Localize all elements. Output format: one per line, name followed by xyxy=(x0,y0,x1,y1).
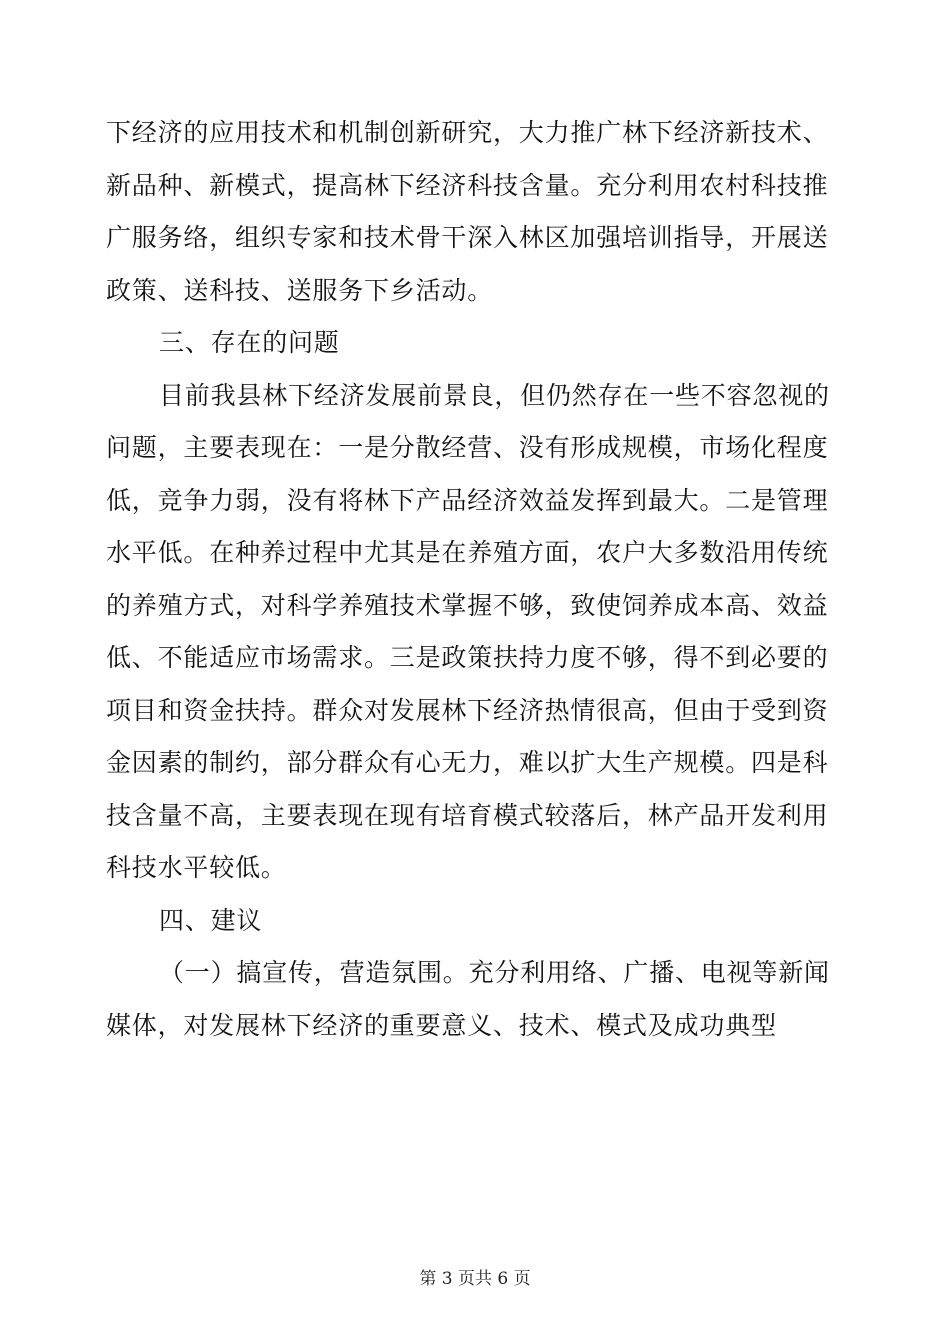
text-line: 金因素的制约，部分群众有心无力，难以扩大生产规模。四是科 xyxy=(106,748,829,777)
text-line: 科技水平较低。 xyxy=(106,853,287,882)
text-line: 目前我县林下经济发展前景良，但仍然存在一些不容忽视的 xyxy=(159,380,830,410)
text-line: 问题，主要表现在：一是分散经营、没有形成规模，市场化程度 xyxy=(106,433,829,462)
text-line: 下经济的应用技术和机制创新研究，大力推广林下经济新技术、 xyxy=(106,118,829,147)
text-line: 项目和资金扶持。群众对发展林下经济热情很高，但由于受到资 xyxy=(106,695,829,725)
text-line: 新品种、新模式，提高林下经济科技含量。充分利用农村科技推 xyxy=(106,170,829,200)
text-line: 技含量不高，主要表现在现有培育模式较落后，林产品开发利用 xyxy=(106,800,829,830)
text-line: （一）搞宣传，营造氛围。充分利用络、广播、电视等新闻 xyxy=(159,958,830,987)
text-line: 广服务络，组织专家和技术骨干深入林区加强培训指导，开展送 xyxy=(106,223,829,252)
text-line: 水平低。在种养过程中尤其是在养殖方面，农户大多数沿用传统 xyxy=(106,538,829,567)
text-line: 媒体，对发展林下经济的重要意义、技术、模式及成功典型 xyxy=(106,1010,777,1040)
text-line: 政策、送科技、送服务下乡活动。 xyxy=(106,275,494,305)
page-footer: 第 3 页共 6 页 xyxy=(419,1269,531,1289)
text-line: 低，竞争力弱，没有将林下产品经济效益发挥到最大。二是管理 xyxy=(106,485,829,515)
text-line: 低、不能适应市场需求。三是政策扶持力度不够，得不到必要的 xyxy=(106,643,829,672)
text-line: 四、建议 xyxy=(159,905,263,935)
text-line: 的养殖方式，对科学养殖技术掌握不够，致使饲养成本高、效益 xyxy=(106,590,829,620)
text-line: 三、存在的问题 xyxy=(159,328,340,357)
body-text xyxy=(106,107,846,1052)
